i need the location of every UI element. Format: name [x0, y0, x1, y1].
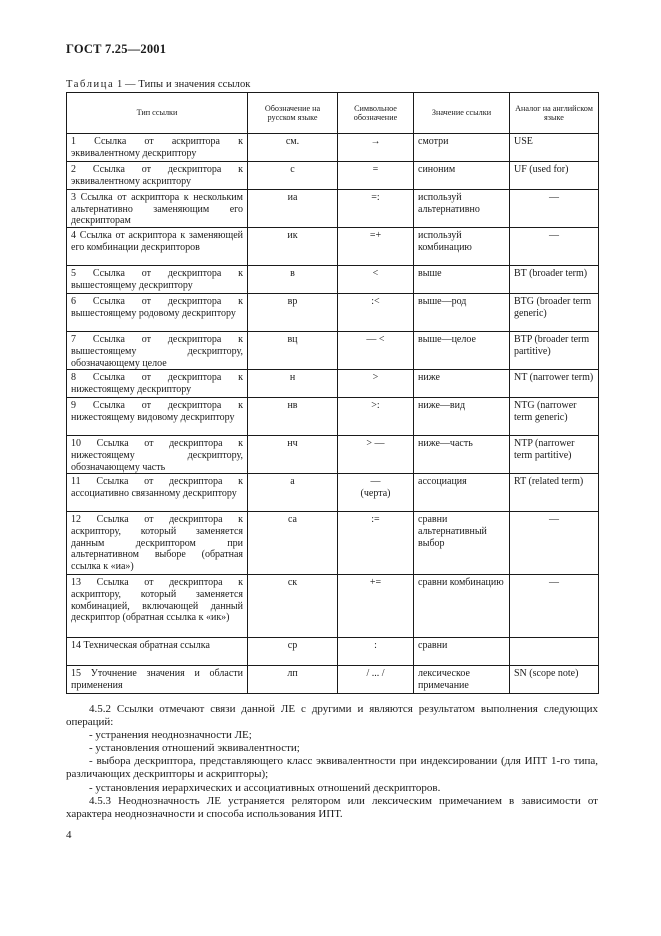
- cell-symbol: — <: [338, 332, 414, 370]
- cell-symbol: <: [338, 266, 414, 294]
- cell-type: 12 Ссылка от дескриптора к аскриптору, который заменяется данным дескриптором при альтернативном выборе (обратная ссылка к «иа»): [67, 512, 248, 575]
- cell-type: 5 Ссылка от дескриптора к вышестоящему дескриптору: [67, 266, 248, 294]
- cell-russian: а: [248, 474, 338, 512]
- cell-russian: с: [248, 162, 338, 190]
- cell-meaning: сравни альтернативный выбор: [414, 512, 510, 575]
- list-item: - установления отношений эквивалентности;: [89, 742, 300, 755]
- table-row: [67, 190, 599, 228]
- table-caption-label: Таблица: [66, 79, 115, 90]
- cell-type: 7 Ссылка от дескриптора к вышестоящему дескриптору, обозначающему целое: [67, 332, 248, 370]
- table-row: [67, 370, 599, 398]
- cell-english: —: [510, 190, 599, 228]
- cell-russian: са: [248, 512, 338, 575]
- table-row: [67, 134, 599, 162]
- cell-english: SN (scope note): [510, 666, 599, 694]
- table-row: [67, 474, 599, 512]
- cell-type: 14 Техническая обратная ссылка: [67, 638, 248, 666]
- cell-russian: ср: [248, 638, 338, 666]
- body-text: [66, 703, 598, 821]
- cell-english: NT (narrower term): [510, 370, 599, 398]
- cell-russian: нв: [248, 398, 338, 436]
- cell-symbol: =+: [338, 228, 414, 266]
- table-caption: [66, 79, 251, 90]
- cell-type: 4 Ссылка от аскриптора к заменяющей его комбинации дескрипторов: [67, 228, 248, 266]
- cell-russian: нч: [248, 436, 338, 474]
- cell-meaning: используй комбинацию: [414, 228, 510, 266]
- cell-type: 1 Ссылка от аскриптора к эквивалентному дескриптору: [67, 134, 248, 162]
- cell-type: 6 Ссылка от дескриптора к вышестоящему родовому дескриптору: [67, 294, 248, 332]
- cell-symbol: :=: [338, 512, 414, 575]
- cell-meaning: ниже: [414, 370, 510, 398]
- cell-symbol: / ... /: [338, 666, 414, 694]
- cell-meaning: сравни: [414, 638, 510, 666]
- table-row: [67, 575, 599, 638]
- cell-english: BTG (broader term generic): [510, 294, 599, 332]
- table-row: [67, 228, 599, 266]
- column-header-type: Тип ссылки: [67, 93, 248, 134]
- paragraph-4-5-2: 4.5.2 Ссылки отмечают связи данной ЛЕ с другими и являются результатом выполнения следующих операций:: [66, 703, 598, 729]
- list-item: - выбора дескриптора, представляющего класс эквивалентности при индексировании (для ИПТ 1-го типа, различающих дескрипторы и аскрипторы);: [66, 755, 598, 781]
- column-header-symbol: Символьное обозначение: [338, 93, 414, 134]
- cell-type: 15 Уточнение значения и области применения: [67, 666, 248, 694]
- cell-symbol: →: [338, 134, 414, 162]
- cell-meaning: лексическое примечание: [414, 666, 510, 694]
- cell-russian: н: [248, 370, 338, 398]
- cell-english: —: [510, 512, 599, 575]
- cell-english: RT (related term): [510, 474, 599, 512]
- cell-symbol: :<: [338, 294, 414, 332]
- cell-symbol: =:: [338, 190, 414, 228]
- cell-type: 2 Ссылка от дескриптора к эквивалентному аскриптору: [67, 162, 248, 190]
- cell-symbol: =: [338, 162, 414, 190]
- cell-meaning: ниже—вид: [414, 398, 510, 436]
- cell-symbol: :: [338, 638, 414, 666]
- cell-symbol: > —: [338, 436, 414, 474]
- document-code: ГОСТ 7.25—2001: [66, 42, 167, 56]
- cell-meaning: сравни комбинацию: [414, 575, 510, 638]
- table-row: [67, 666, 599, 694]
- table-row: [67, 398, 599, 436]
- cell-russian: вц: [248, 332, 338, 370]
- paragraph-4-5-3: 4.5.3 Неоднозначность ЛЕ устраняется релятором или лексическим примечанием в зависимости от характера неоднозначности и способа использования ИПТ.: [66, 794, 598, 820]
- table-row: [67, 266, 599, 294]
- cell-type: 10 Ссылка от дескриптора к нижестоящему дескриптору, обозначающему часть: [67, 436, 248, 474]
- reference-types-table: [66, 92, 599, 694]
- cell-type: 11 Ссылка от дескриптора к ассоциативно связанному дескриптору: [67, 474, 248, 512]
- cell-symbol-dash: —: [370, 476, 381, 488]
- table-header-row: [67, 93, 599, 134]
- cell-meaning: выше: [414, 266, 510, 294]
- cell-symbol: >: [338, 370, 414, 398]
- cell-type: 3 Ссылка от аскриптора к нескольким альтернативно заменяющим его дескрипторам: [67, 190, 248, 228]
- cell-english: NTP (narrower term partitive): [510, 436, 599, 474]
- cell-english: UF (used for): [510, 162, 599, 190]
- cell-meaning: выше—род: [414, 294, 510, 332]
- cell-english: —: [510, 575, 599, 638]
- cell-russian: ик: [248, 228, 338, 266]
- list-item: - устранения неоднозначности ЛЕ;: [89, 729, 252, 742]
- cell-english: —: [510, 228, 599, 266]
- cell-symbol-note: (черта): [360, 488, 391, 500]
- table-row: [67, 162, 599, 190]
- cell-english: BT (broader term): [510, 266, 599, 294]
- column-header-english: Аналог на английском языке: [510, 93, 599, 134]
- cell-english: NTG (narrower term generic): [510, 398, 599, 436]
- cell-russian: иа: [248, 190, 338, 228]
- cell-russian: вр: [248, 294, 338, 332]
- cell-meaning: ассоциация: [414, 474, 510, 512]
- cell-english: BTP (broader term partitive): [510, 332, 599, 370]
- cell-russian: в: [248, 266, 338, 294]
- cell-russian: см.: [248, 134, 338, 162]
- table-row: [67, 332, 599, 370]
- cell-symbol: >:: [338, 398, 414, 436]
- cell-symbol: +=: [338, 575, 414, 638]
- table-caption-text: 1 — Типы и значения ссылок: [116, 79, 251, 90]
- cell-type: 9 Ссылка от дескриптора к нижестоящему видовому дескриптору: [67, 398, 248, 436]
- table-row: [67, 436, 599, 474]
- cell-meaning: смотри: [414, 134, 510, 162]
- table-row: [67, 512, 599, 575]
- cell-english: [510, 638, 599, 666]
- cell-meaning: ниже—часть: [414, 436, 510, 474]
- cell-type: 13 Ссылка от дескриптора к аскриптору, который заменяется комбинацией, включающей данный дескриптор (обратная ссылка к «ик»): [67, 575, 248, 638]
- cell-meaning: выше—целое: [414, 332, 510, 370]
- table-row: [67, 294, 599, 332]
- column-header-russian: Обозначение на русском языке: [248, 93, 338, 134]
- column-header-meaning: Значение ссылки: [414, 93, 510, 134]
- cell-russian: лп: [248, 666, 338, 694]
- cell-russian: ск: [248, 575, 338, 638]
- cell-meaning: используй альтернативно: [414, 190, 510, 228]
- cell-meaning: синоним: [414, 162, 510, 190]
- cell-english: USE: [510, 134, 599, 162]
- cell-symbol: [338, 474, 414, 512]
- page-number: 4: [66, 829, 72, 841]
- cell-type: 8 Ссылка от дескриптора к нижестоящему дескриптору: [67, 370, 248, 398]
- list-item: - установления иерархических и ассоциативных отношений дескрипторов.: [89, 781, 441, 794]
- table-row: [67, 638, 599, 666]
